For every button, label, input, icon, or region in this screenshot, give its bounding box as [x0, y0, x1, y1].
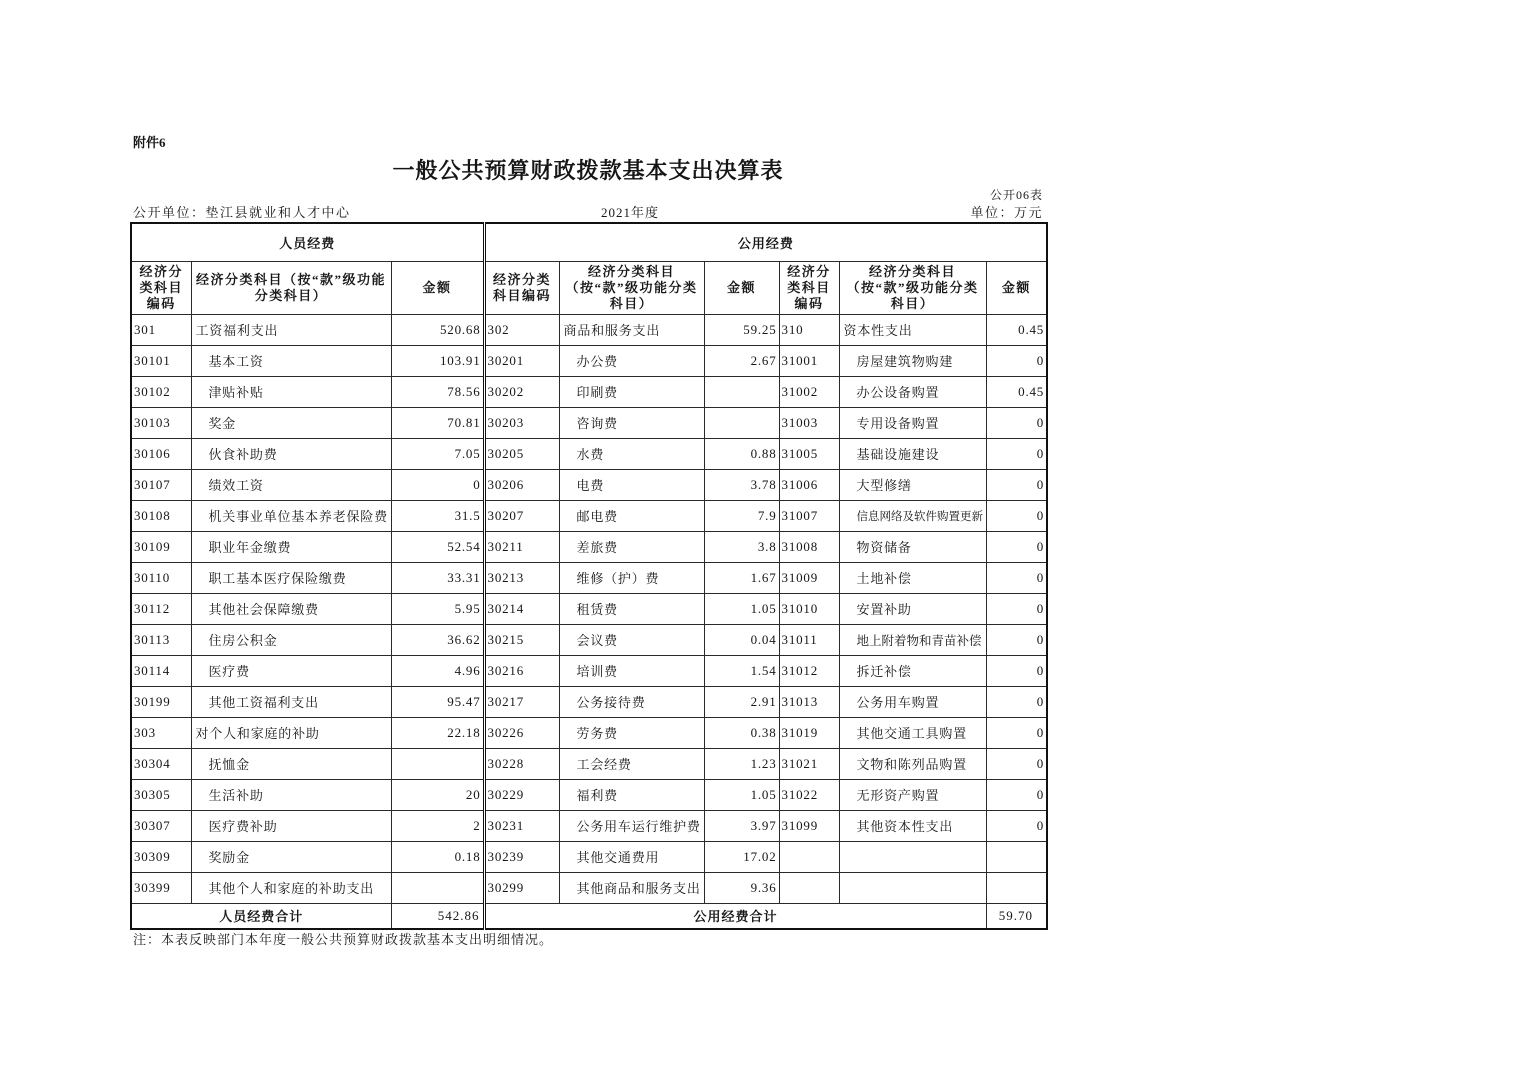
- capital-amount-cell: 0: [986, 686, 1047, 717]
- goods-services-name-cell: 租赁费: [559, 593, 704, 624]
- capital-amount-cell: 0: [986, 624, 1047, 655]
- column-header-name: 经济分类科目（按“款”级功能分类科目）: [839, 261, 986, 314]
- personnel-code-cell: 303: [131, 717, 191, 748]
- capital-code-cell: 31012: [779, 655, 839, 686]
- capital-amount-cell: 0: [986, 500, 1047, 531]
- personnel-code-cell: 301: [131, 314, 191, 345]
- goods-services-name-cell: 工会经费: [559, 748, 704, 779]
- form-number: 公开06表: [989, 188, 1043, 202]
- personnel-name-cell: 工资福利支出: [191, 314, 391, 345]
- goods-services-code-cell: 30299: [484, 872, 559, 903]
- personnel-name-cell: 职工基本医疗保险缴费: [191, 562, 391, 593]
- goods-services-amount-cell: 7.9: [704, 500, 779, 531]
- personnel-name-cell: 奖励金: [191, 841, 391, 872]
- capital-name-cell: 其他资本性支出: [839, 810, 986, 841]
- table-row: [131, 438, 1047, 469]
- table-row: [131, 500, 1047, 531]
- goods-services-name-cell: 公务接待费: [559, 686, 704, 717]
- capital-code-cell: 310: [779, 314, 839, 345]
- group-header-public: 公用经费: [484, 223, 1047, 261]
- personnel-name-cell: 其他工资福利支出: [191, 686, 391, 717]
- capital-code-cell: 31022: [779, 779, 839, 810]
- personnel-amount-cell: 36.62: [391, 624, 484, 655]
- capital-name-cell: 大型修缮: [839, 469, 986, 500]
- goods-services-name-cell: 印刷费: [559, 376, 704, 407]
- personnel-amount-cell: [391, 748, 484, 779]
- capital-name-cell: 房屋建筑物购建: [839, 345, 986, 376]
- column-header-code: 经济分类科目编码: [484, 261, 559, 314]
- capital-code-cell: [779, 841, 839, 872]
- personnel-amount-cell: 52.54: [391, 531, 484, 562]
- table-row: [131, 407, 1047, 438]
- goods-services-name-cell: 商品和服务支出: [559, 314, 704, 345]
- capital-amount-cell: 0: [986, 469, 1047, 500]
- capital-amount-cell: 0: [986, 748, 1047, 779]
- personnel-amount-cell: 31.5: [391, 500, 484, 531]
- personnel-amount-cell: 7.05: [391, 438, 484, 469]
- capital-code-cell: 31011: [779, 624, 839, 655]
- capital-name-cell: 无形资产购置: [839, 779, 986, 810]
- goods-services-code-cell: 30205: [484, 438, 559, 469]
- goods-services-code-cell: 30214: [484, 593, 559, 624]
- table-row: [131, 841, 1047, 872]
- goods-services-amount-cell: 59.25: [704, 314, 779, 345]
- capital-amount-cell: 0.45: [986, 376, 1047, 407]
- capital-amount-cell: 0: [986, 407, 1047, 438]
- capital-code-cell: 31008: [779, 531, 839, 562]
- public-total-label: 公用经费合计: [484, 903, 986, 929]
- capital-name-cell: 拆迁补偿: [839, 655, 986, 686]
- attachment-label: 附件6: [133, 135, 166, 150]
- personnel-code-cell: 30101: [131, 345, 191, 376]
- personnel-amount-cell: 70.81: [391, 407, 484, 438]
- personnel-amount-cell: 2: [391, 810, 484, 841]
- personnel-amount-cell: 5.95: [391, 593, 484, 624]
- goods-services-amount-cell: 17.02: [704, 841, 779, 872]
- personnel-name-cell: 机关事业单位基本养老保险费: [191, 500, 391, 531]
- goods-services-amount-cell: 1.54: [704, 655, 779, 686]
- goods-services-amount-cell: 9.36: [704, 872, 779, 903]
- capital-name-cell: 基础设施建设: [839, 438, 986, 469]
- personnel-code-cell: 30307: [131, 810, 191, 841]
- capital-name-cell: [839, 872, 986, 903]
- capital-code-cell: [779, 872, 839, 903]
- column-header-code: 经济分类科目编码: [131, 261, 191, 314]
- capital-name-cell: 安置补助: [839, 593, 986, 624]
- capital-code-cell: 31019: [779, 717, 839, 748]
- capital-amount-cell: 0: [986, 779, 1047, 810]
- personnel-name-cell: 对个人和家庭的补助: [191, 717, 391, 748]
- table-row: [131, 376, 1047, 407]
- total-row: [131, 903, 1047, 929]
- goods-services-name-cell: 培训费: [559, 655, 704, 686]
- capital-code-cell: 31002: [779, 376, 839, 407]
- personnel-name-cell: 医疗费: [191, 655, 391, 686]
- capital-name-cell: 专用设备购置: [839, 407, 986, 438]
- group-header-personnel: 人员经费: [131, 223, 484, 261]
- goods-services-code-cell: 30229: [484, 779, 559, 810]
- goods-services-code-cell: 30202: [484, 376, 559, 407]
- table-row: [131, 655, 1047, 686]
- goods-services-amount-cell: 3.78: [704, 469, 779, 500]
- public-total-amount: 59.70: [986, 903, 1047, 929]
- personnel-name-cell: 职业年金缴费: [191, 531, 391, 562]
- goods-services-name-cell: 邮电费: [559, 500, 704, 531]
- goods-services-code-cell: 30226: [484, 717, 559, 748]
- capital-code-cell: 31013: [779, 686, 839, 717]
- personnel-amount-cell: 0.18: [391, 841, 484, 872]
- goods-services-name-cell: 差旅费: [559, 531, 704, 562]
- personnel-code-cell: 30113: [131, 624, 191, 655]
- goods-services-code-cell: 302: [484, 314, 559, 345]
- goods-services-name-cell: 福利费: [559, 779, 704, 810]
- table-row: [131, 779, 1047, 810]
- capital-name-cell: 物资储备: [839, 531, 986, 562]
- capital-amount-cell: [986, 841, 1047, 872]
- capital-name-cell: 资本性支出: [839, 314, 986, 345]
- personnel-name-cell: 伙食补助费: [191, 438, 391, 469]
- goods-services-amount-cell: 1.23: [704, 748, 779, 779]
- capital-name-cell: [839, 841, 986, 872]
- goods-services-name-cell: 办公费: [559, 345, 704, 376]
- goods-services-name-cell: 公务用车运行维护费: [559, 810, 704, 841]
- page-title: 一般公共预算财政拨款基本支出决算表: [392, 158, 784, 183]
- personnel-name-cell: 其他个人和家庭的补助支出: [191, 872, 391, 903]
- goods-services-code-cell: 30203: [484, 407, 559, 438]
- goods-services-code-cell: 30228: [484, 748, 559, 779]
- table-row: [131, 624, 1047, 655]
- column-header-amount: 金额: [704, 261, 779, 314]
- column-header-name: 经济分类科目（按“款”级功能分类科目）: [559, 261, 704, 314]
- table-row: [131, 314, 1047, 345]
- personnel-amount-cell: 4.96: [391, 655, 484, 686]
- capital-name-cell: 信息网络及软件购置更新: [839, 500, 986, 531]
- capital-code-cell: 31021: [779, 748, 839, 779]
- goods-services-amount-cell: 1.67: [704, 562, 779, 593]
- goods-services-code-cell: 30211: [484, 531, 559, 562]
- capital-code-cell: 31005: [779, 438, 839, 469]
- personnel-code-cell: 30305: [131, 779, 191, 810]
- capital-code-cell: 31007: [779, 500, 839, 531]
- capital-amount-cell: 0: [986, 345, 1047, 376]
- personnel-code-cell: 30112: [131, 593, 191, 624]
- personnel-code-cell: 30103: [131, 407, 191, 438]
- table-row: [131, 345, 1047, 376]
- capital-amount-cell: [986, 872, 1047, 903]
- reporting-unit: 公开单位：垫江县就业和人才中心: [133, 205, 351, 220]
- goods-services-code-cell: 30206: [484, 469, 559, 500]
- personnel-name-cell: 其他社会保障缴费: [191, 593, 391, 624]
- capital-name-cell: 文物和陈列品购置: [839, 748, 986, 779]
- column-header-amount: 金额: [986, 261, 1047, 314]
- personnel-amount-cell: [391, 872, 484, 903]
- table-row: [131, 717, 1047, 748]
- personnel-amount-cell: 20: [391, 779, 484, 810]
- capital-amount-cell: 0.45: [986, 314, 1047, 345]
- personnel-name-cell: 住房公积金: [191, 624, 391, 655]
- personnel-total-amount: 542.86: [391, 903, 484, 929]
- goods-services-code-cell: 30239: [484, 841, 559, 872]
- goods-services-name-cell: 其他交通费用: [559, 841, 704, 872]
- table-row: [131, 562, 1047, 593]
- personnel-amount-cell: 95.47: [391, 686, 484, 717]
- table-row: [131, 593, 1047, 624]
- capital-code-cell: 31006: [779, 469, 839, 500]
- goods-services-code-cell: 30207: [484, 500, 559, 531]
- capital-name-cell: 土地补偿: [839, 562, 986, 593]
- goods-services-name-cell: 其他商品和服务支出: [559, 872, 704, 903]
- capital-amount-cell: 0: [986, 438, 1047, 469]
- capital-name-cell: 其他交通工具购置: [839, 717, 986, 748]
- table-row: [131, 748, 1047, 779]
- goods-services-name-cell: 劳务费: [559, 717, 704, 748]
- personnel-name-cell: 绩效工资: [191, 469, 391, 500]
- personnel-code-cell: 30199: [131, 686, 191, 717]
- personnel-amount-cell: 103.91: [391, 345, 484, 376]
- goods-services-name-cell: 水费: [559, 438, 704, 469]
- footnote: 注：本表反映部门本年度一般公共预算财政拨款基本支出明细情况。: [133, 932, 554, 947]
- personnel-code-cell: 30106: [131, 438, 191, 469]
- personnel-code-cell: 30399: [131, 872, 191, 903]
- table-row: [131, 469, 1047, 500]
- fiscal-year: 2021年度: [601, 205, 660, 220]
- goods-services-name-cell: 电费: [559, 469, 704, 500]
- capital-amount-cell: 0: [986, 810, 1047, 841]
- capital-amount-cell: 0: [986, 717, 1047, 748]
- personnel-name-cell: 基本工资: [191, 345, 391, 376]
- column-header-row: [131, 261, 1047, 314]
- table-body: [131, 314, 1047, 903]
- personnel-code-cell: 30109: [131, 531, 191, 562]
- personnel-amount-cell: 520.68: [391, 314, 484, 345]
- column-header-code: 经济分类科目编码: [779, 261, 839, 314]
- goods-services-amount-cell: 2.91: [704, 686, 779, 717]
- goods-services-code-cell: 30215: [484, 624, 559, 655]
- personnel-code-cell: 30108: [131, 500, 191, 531]
- goods-services-code-cell: 30216: [484, 655, 559, 686]
- personnel-code-cell: 30309: [131, 841, 191, 872]
- capital-code-cell: 31001: [779, 345, 839, 376]
- personnel-code-cell: 30102: [131, 376, 191, 407]
- table-row: [131, 810, 1047, 841]
- expenditure-table: [130, 222, 1048, 930]
- goods-services-amount-cell: [704, 407, 779, 438]
- personnel-amount-cell: 78.56: [391, 376, 484, 407]
- capital-code-cell: 31099: [779, 810, 839, 841]
- goods-services-amount-cell: 1.05: [704, 593, 779, 624]
- personnel-amount-cell: 22.18: [391, 717, 484, 748]
- capital-name-cell: 地上附着物和青苗补偿: [839, 624, 986, 655]
- personnel-name-cell: 奖金: [191, 407, 391, 438]
- capital-name-cell: 公务用车购置: [839, 686, 986, 717]
- capital-code-cell: 31009: [779, 562, 839, 593]
- goods-services-amount-cell: 0.88: [704, 438, 779, 469]
- personnel-amount-cell: 0: [391, 469, 484, 500]
- goods-services-code-cell: 30201: [484, 345, 559, 376]
- capital-amount-cell: 0: [986, 531, 1047, 562]
- capital-code-cell: 31003: [779, 407, 839, 438]
- personnel-code-cell: 30110: [131, 562, 191, 593]
- goods-services-code-cell: 30231: [484, 810, 559, 841]
- personnel-code-cell: 30304: [131, 748, 191, 779]
- table-row: [131, 872, 1047, 903]
- capital-amount-cell: 0: [986, 655, 1047, 686]
- group-header-row: [131, 223, 1047, 261]
- currency-unit: 单位：万元: [970, 205, 1043, 220]
- goods-services-amount-cell: 2.67: [704, 345, 779, 376]
- goods-services-name-cell: 咨询费: [559, 407, 704, 438]
- personnel-name-cell: 医疗费补助: [191, 810, 391, 841]
- personnel-name-cell: 抚恤金: [191, 748, 391, 779]
- column-header-name: 经济分类科目（按“款”级功能分类科目）: [191, 261, 391, 314]
- goods-services-name-cell: 维修（护）费: [559, 562, 704, 593]
- personnel-total-label: 人员经费合计: [131, 903, 391, 929]
- personnel-name-cell: 津贴补贴: [191, 376, 391, 407]
- goods-services-amount-cell: 0.04: [704, 624, 779, 655]
- column-header-amount: 金额: [391, 261, 484, 314]
- capital-name-cell: 办公设备购置: [839, 376, 986, 407]
- table-row: [131, 531, 1047, 562]
- capital-code-cell: 31010: [779, 593, 839, 624]
- goods-services-amount-cell: 0.38: [704, 717, 779, 748]
- capital-amount-cell: 0: [986, 593, 1047, 624]
- personnel-code-cell: 30114: [131, 655, 191, 686]
- goods-services-amount-cell: 3.8: [704, 531, 779, 562]
- capital-amount-cell: 0: [986, 562, 1047, 593]
- personnel-name-cell: 生活补助: [191, 779, 391, 810]
- goods-services-name-cell: 会议费: [559, 624, 704, 655]
- goods-services-code-cell: 30217: [484, 686, 559, 717]
- goods-services-code-cell: 30213: [484, 562, 559, 593]
- personnel-amount-cell: 33.31: [391, 562, 484, 593]
- goods-services-amount-cell: [704, 376, 779, 407]
- goods-services-amount-cell: 3.97: [704, 810, 779, 841]
- table-row: [131, 686, 1047, 717]
- goods-services-amount-cell: 1.05: [704, 779, 779, 810]
- personnel-code-cell: 30107: [131, 469, 191, 500]
